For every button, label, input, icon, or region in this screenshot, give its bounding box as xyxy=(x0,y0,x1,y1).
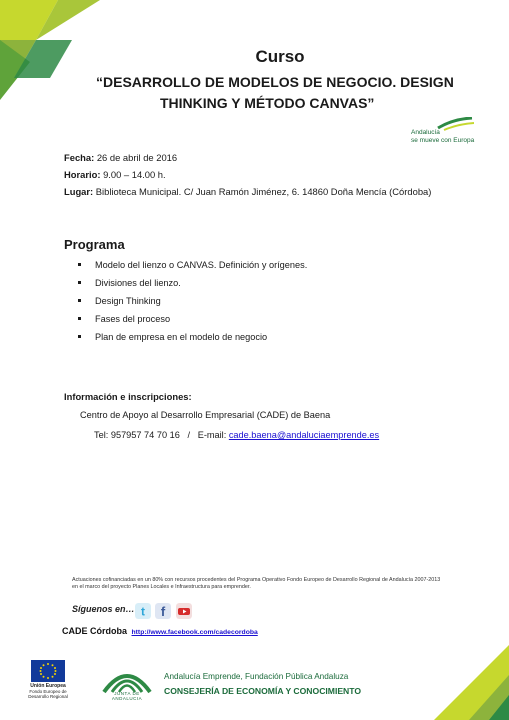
fecha-line xyxy=(64,152,177,163)
list-item: Divisiones del lienzo. xyxy=(78,276,307,294)
list-item: Fases del proceso xyxy=(78,312,307,330)
consejeria-name: CONSEJERÍA DE ECONOMÍA Y CONOCIMIENTO xyxy=(164,686,362,696)
facebook-icon[interactable] xyxy=(155,603,171,619)
horario-value: 9.00 – 14.00 h. xyxy=(100,169,166,180)
course-title-line1: “DESARROLLO DE MODELOS DE NEGOCIO. DESIGN xyxy=(96,74,454,90)
corner-decoration-bottom-right xyxy=(429,640,509,720)
fecha-label: Fecha: xyxy=(64,152,95,163)
siguenos-label: Síguenos en… xyxy=(72,604,135,614)
inscripciones-heading: Información e inscripciones: xyxy=(64,391,192,402)
horario-label: Horario: xyxy=(64,169,101,180)
horario-line xyxy=(64,169,166,180)
fecha-value: 26 de abril de 2016 xyxy=(94,152,178,163)
eu-label xyxy=(26,684,70,699)
email-link[interactable]: cade.baena@andaluciaemprende.es xyxy=(228,430,380,440)
course-label: Curso xyxy=(255,47,305,66)
andalucia-logo-line1: Andalucía xyxy=(411,129,440,136)
eu-label-sub: Fondo Europeo de Desarrollo Regional xyxy=(28,689,68,699)
cade-label: CADE Córdoba xyxy=(62,626,127,636)
list-item: Plan de empresa en el modelo de negocio xyxy=(78,330,307,348)
lugar-line xyxy=(64,186,431,197)
svg-text:t: t xyxy=(141,604,145,619)
programa-heading: Programa xyxy=(64,237,125,252)
course-title-line2: THINKING Y MÉTODO CANVAS” xyxy=(160,95,375,111)
andalucia-europa-logo xyxy=(408,117,478,151)
andalucia-logo-line2: se mueve con Europa xyxy=(411,137,475,144)
phone-text: Tel: 957957 74 70 16 / E-mail: xyxy=(94,430,229,440)
course-title xyxy=(96,72,476,114)
junta-label: JUNTA DE ANDALUCIA xyxy=(111,691,143,701)
twitter-icon[interactable] xyxy=(135,603,151,619)
list-item: Design Thinking xyxy=(78,294,307,312)
svg-text:f: f xyxy=(160,604,166,619)
eu-label-title: Unión Europea xyxy=(30,683,66,689)
programa-list xyxy=(78,258,307,348)
list-item: Modelo del lienzo o CANVAS. Definición y orígenes. xyxy=(78,258,307,276)
lugar-label: Lugar: xyxy=(64,186,94,197)
funding-note: Actuaciones cofinanciadas en un 80% con recursos procedentes del Programa Operativo Fondo Europeo de Desarrollo Regional de Andalucía 2007-2013 en el marco del proyecto Planes Locales e Infraestructura para emprender. xyxy=(72,577,441,590)
youtube-icon[interactable] xyxy=(176,603,192,619)
cade-cordoba-line xyxy=(62,626,258,636)
cade-center-name: Centro de Apoyo al Desarrollo Empresarial (CADE) de Baena xyxy=(80,410,331,420)
facebook-link[interactable]: http://www.facebook.com/cadecordoba xyxy=(131,629,258,636)
org-name: Andalucía Emprende, Fundación Pública Andaluza xyxy=(164,672,349,681)
lugar-value: Biblioteca Municipal. C/ Juan Ramón Jiménez, 6. 14860 Doña Mencía (Córdoba) xyxy=(93,186,432,197)
contact-line xyxy=(94,430,379,440)
eu-flag-icon xyxy=(31,660,65,682)
